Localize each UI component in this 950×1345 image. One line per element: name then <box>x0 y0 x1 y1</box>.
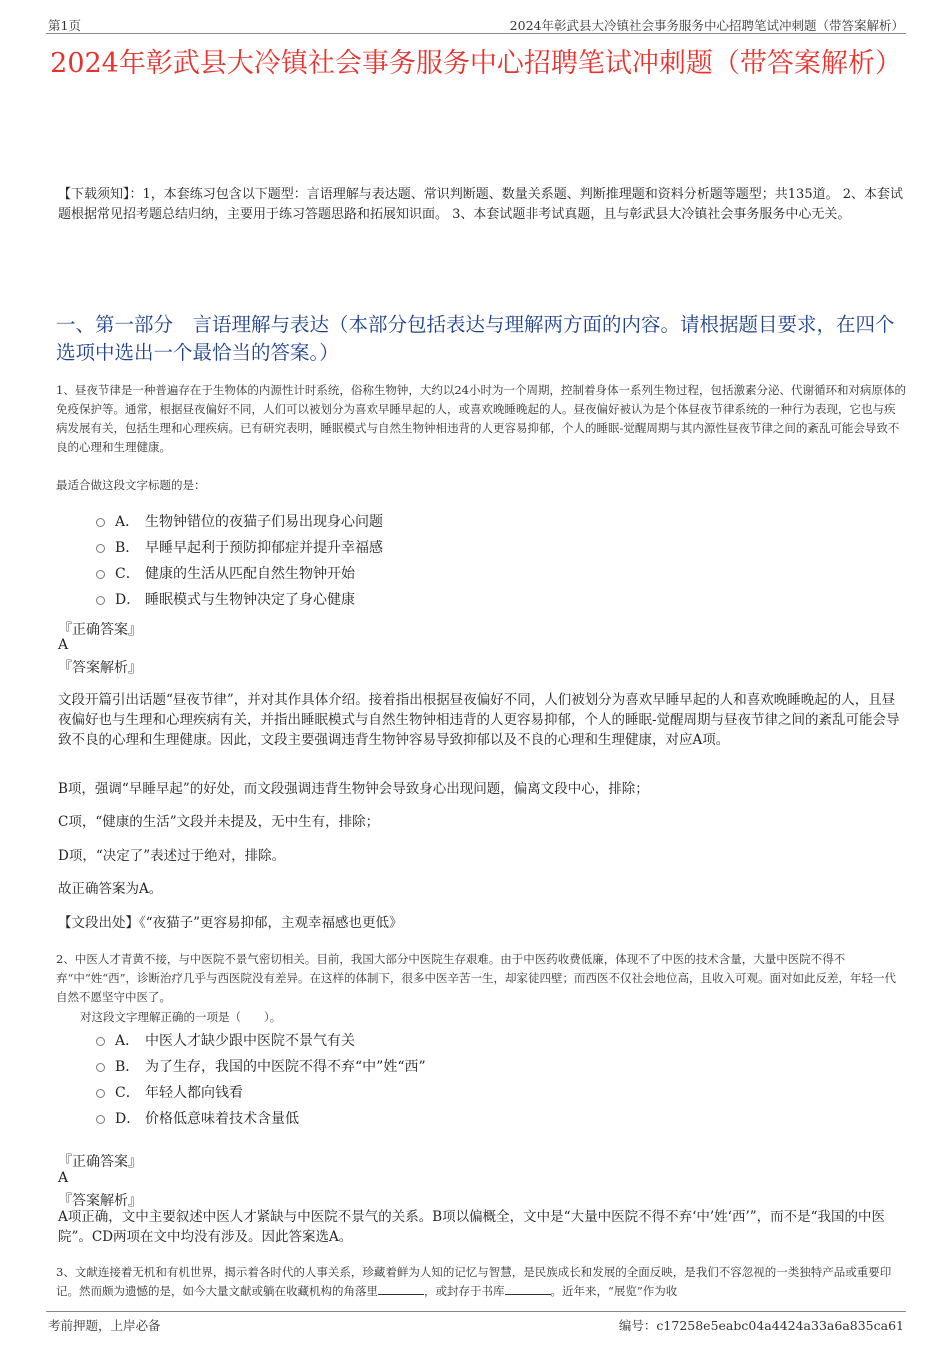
q1-option-d[interactable] <box>96 589 355 609</box>
option-text: 价格低意味着技术含量低 <box>145 1111 299 1127</box>
q2-option-b[interactable] <box>96 1056 426 1076</box>
option-text: 为了生存，我国的中医院不得不弃“中”姓“西” <box>145 1059 426 1075</box>
radio-icon[interactable] <box>96 596 105 605</box>
q1-answer-label: 『正确答案』 <box>58 622 142 638</box>
q1-analysis-c: C项，“健康的生活”文段并未提及，无中生有，排除； <box>58 814 380 830</box>
option-text: 早睡早起利于预防抑郁症并提升幸福感 <box>145 540 383 556</box>
radio-icon[interactable] <box>96 544 105 553</box>
footer-slogan: 考前押题，上岸必备 <box>48 1318 161 1333</box>
q1-analysis-d: D项，“决定了”表述过于绝对，排除。 <box>58 848 286 864</box>
q2-answer-label: 『正确答案』 <box>58 1154 142 1170</box>
option-text: 年轻人都向钱看 <box>145 1085 243 1101</box>
option-text: 健康的生活从匹配自然生物钟开始 <box>145 566 355 582</box>
q1-option-a[interactable] <box>96 511 383 531</box>
fill-blank-2[interactable] <box>505 1282 551 1295</box>
radio-icon[interactable] <box>96 1089 105 1098</box>
q1-conclusion: 故正确答案为A。 <box>58 881 163 897</box>
option-letter: C． <box>115 566 140 582</box>
q1-source: 【文段出处】《“夜猫子”更容易抑郁，主观幸福感也更低》 <box>58 915 403 931</box>
radio-icon[interactable] <box>96 518 105 527</box>
option-letter: C． <box>115 1085 140 1101</box>
option-letter: A． <box>115 514 140 530</box>
page-title: 2024年彰武县大冷镇社会事务服务中心招聘笔试冲刺题（带答案解析） <box>50 48 902 79</box>
option-text: 生物钟错位的夜猫子们易出现身心问题 <box>145 514 383 530</box>
q2-prompt: 对这段文字理解正确的一项是（ ）。 <box>80 1010 282 1024</box>
download-notice: 【下载须知】：1，本套练习包含以下题型：言语理解与表达题、常识判断题、数量关系题、判断推理题和资料分析题等题型；共135道。 2、本套试题根据常见招考题总结归纳，主要用于练习答题思路和拓展知识面。 3、本套试题非考试真题，且与彰武县大冷镇社会事务服务中心无关。 <box>58 187 903 222</box>
q1-analysis-label: 『答案解析』 <box>58 660 142 676</box>
radio-icon[interactable] <box>96 570 105 579</box>
option-letter: B． <box>115 1059 140 1075</box>
radio-icon[interactable] <box>96 1115 105 1124</box>
q1-answer: A <box>58 637 69 653</box>
q2-stem: 2、中医人才青黄不接，与中医院不景气密切相关。目前，我国大部分中医院生存艰难。由于中医药收费低廉，体现不了中医的技术含量，大量中医院不得不弃“中”姓“西”，诊断治疗几乎与西医院没有差异。在这样的体制下，很多中医辛苦一生，却家徒四壁；而西医不仅社会地位高，且收入可观。面对如此反差，年轻一代自然不愿坚守中医了。 <box>56 952 897 1004</box>
option-letter: A． <box>115 1033 140 1049</box>
q3-stem <box>56 1263 906 1301</box>
header-divider <box>46 33 906 34</box>
q2-analysis-label: 『答案解析』 <box>58 1193 142 1209</box>
q2-option-c[interactable] <box>96 1082 243 1102</box>
q1-analysis-main: 文段开篇引出话题“昼夜节律”，并对其作具体介绍。接着指出根据昼夜偏好不同，人们被划分为喜欢早睡早起的人和喜欢晚睡晚起的人，且昼夜偏好也与生理和心理疾病有关，并指出睡眠模式与自然生物钟相违背的人更容易抑郁，个人的睡眠-觉醒周期与昼夜节律之间的紊乱可能会导致不良的心理和生理健康。因此，文段主要强调违背生物钟容易导致抑郁以及不良的心理和生理健康，对应A项。 <box>58 692 900 748</box>
q2-option-d[interactable] <box>96 1108 299 1128</box>
header-doc-title: 2024年彰武县大冷镇社会事务服务中心招聘笔试冲刺题（带答案解析） <box>509 18 904 33</box>
footer-divider <box>46 1311 906 1312</box>
q2-option-a[interactable] <box>96 1030 355 1050</box>
option-letter: D． <box>115 592 141 608</box>
fill-blank-1[interactable] <box>378 1282 424 1295</box>
q2-answer: A <box>58 1170 69 1186</box>
page-number: 第1页 <box>48 18 81 33</box>
q3-stem-part-3: 。近年来，“展览”作为收 <box>550 1284 678 1298</box>
document-id: 编号：c17258e5eabc04a4424a33a6a835ca61 <box>618 1318 904 1333</box>
option-text: 中医人才缺少跟中医院不景气有关 <box>145 1033 355 1049</box>
q1-option-c[interactable] <box>96 563 355 583</box>
q3-stem-part-1: 3、文献连接着无机和有机世界，揭示着各时代的人事关系，珍藏着鲜为人知的记忆与智慧，是民族成长和发展的全面反映，是我们不容忽视的一类独特产品或重要印记。然而颇为遗憾的是，如今大量文献或躺在收藏机构的角落里 <box>56 1265 892 1298</box>
q1-analysis-b: B项，强调“早睡早起”的好处，而文段强调违背生物钟会导致身心出现问题，偏离文段中心，排除； <box>58 781 649 797</box>
section-heading: 一、第一部分 言语理解与表达（本部分包括表达与理解两方面的内容。请根据题目要求，在四个选项中选出一个最恰当的答案。） <box>56 313 895 364</box>
option-letter: B． <box>115 540 140 556</box>
q1-stem: 1、昼夜节律是一种普遍存在于生物体的内源性计时系统，俗称生物钟，大约以24小时为一个周期，控制着身体一系列生物过程，包括激素分泌、代谢循环和对病原体的免疫保护等。通常，根据昼夜偏好不同，人们可以被划分为喜欢早睡早起的人，或喜欢晚睡晚起的人。昼夜偏好被认为是个体昼夜节律系统的一种行为表现，它也与疾病发展有关，包括生理和心理疾病。已有研究表明，睡眠模式与自然生物钟相违背的人更容易抑郁，个人的睡眠-觉醒周期与其内源性昼夜节律之间的紊乱可能会导致不良的心理和生理健康。 <box>56 383 906 454</box>
radio-icon[interactable] <box>96 1037 105 1046</box>
q1-prompt: 最适合做这段文字标题的是： <box>56 478 206 492</box>
radio-icon[interactable] <box>96 1063 105 1072</box>
q2-analysis: A项正确，文中主要叙述中医人才紧缺与中医院不景气的关系。B项以偏概全，文中是“大量中医院不得不弃‘中’姓‘西’”，而不是“我国的中医院”。CD两项在文中均没有涉及。因此答案选A。 <box>58 1209 886 1245</box>
option-text: 睡眠模式与生物钟决定了身心健康 <box>145 592 355 608</box>
q3-stem-part-2: ，或封存于书库 <box>424 1284 505 1298</box>
q1-option-b[interactable] <box>96 537 383 557</box>
option-letter: D． <box>115 1111 141 1127</box>
